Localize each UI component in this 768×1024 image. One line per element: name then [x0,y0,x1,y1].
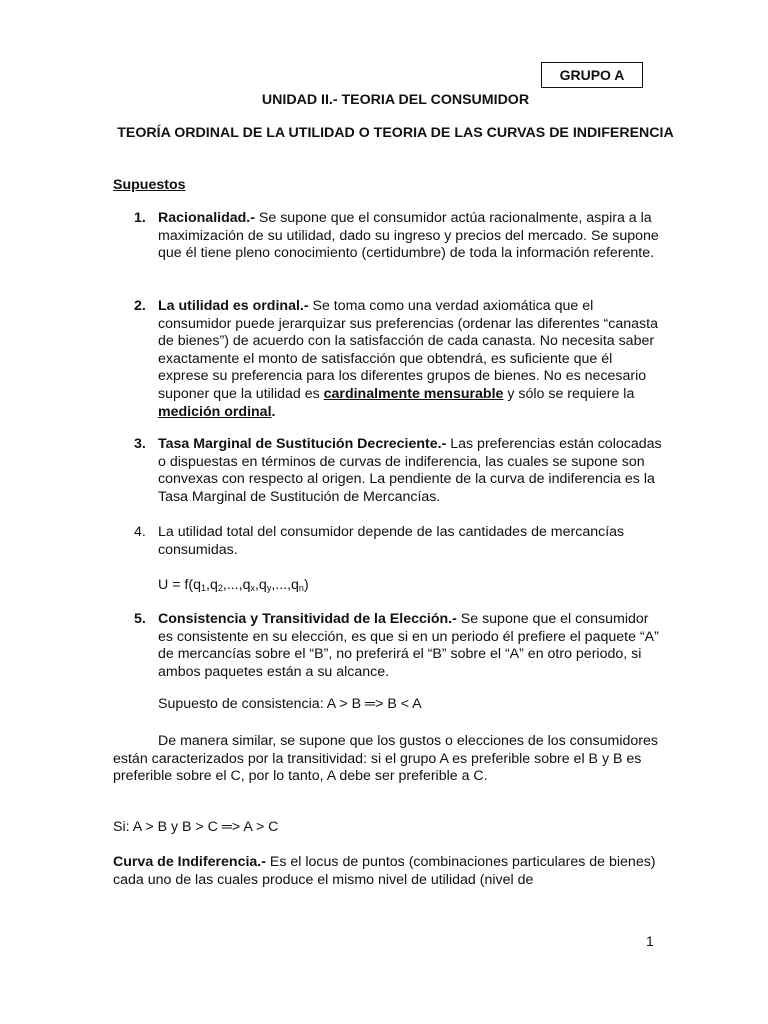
theory-title: TEORÍA ORDINAL DE LA UTILIDAD O TEORIA DE LAS CURVAS DE INDIFERENCIA [117,125,674,141]
section-title: Supuestos [113,177,186,193]
indifference-heading: Curva de Indiferencia.- [113,854,266,870]
item-body: Se supone que el consumidor es consistente en su elección, es que si en un periodo él prefiere el paquete “A” de mercancías sobre el “B”, no preferirá el “B” sobre el “A” en otro periodo, si ambos paquetes están a su alcance. [158,611,659,680]
item-body: Se toma como una verdad axiomática que el consumidor puede jerarquizar sus preferencias (ordenar las diferentes “canasta de bienes”) de acuerdo con la satisfacción de cada canasta. No necesita saber exactamente el monto de satisfacción que obtendrá, es suficiente que él exprese su preferencia para los diferentes grupos de bienes. No es necesario suponer que la utilidad es [158,298,658,402]
item-body: Las preferencias están colocadas o dispuestas en términos de curvas de indiferencia, las cuales se supone son convexas con respecto al origen. La pendiente de la curva de indiferencia es la Tasa Marginal de Sustitución de Mercancías. [158,436,662,505]
item-text: La utilidad total del consumidor depende de las cantidades de mercancías consumidas. [158,524,625,558]
item-body: Se supone que el consumidor actúa racionalmente, aspira a la maximización de su utilidad, dado su ingreso y precios del mercado. Se supone que él tiene pleno conocimiento (certidumbre) de toda la información referente. [158,210,659,262]
item-text [158,436,663,506]
unit-title: UNIDAD II.- TEORIA DEL CONSUMIDOR [261,92,530,108]
item-body-2: y sólo se requiere la [503,385,635,402]
item-number: 4. [134,524,146,540]
item-number: 5. [134,611,146,627]
emphasis-cardinal: cardinalmente mensurable [323,385,504,402]
item-heading: Racionalidad.- [158,210,255,226]
page-number: 1 [646,933,654,949]
item-number: 1. [134,210,146,226]
item-heading: Tasa Marginal de Sustitución Decreciente.- [158,436,447,452]
indifference-body: Es el locus de puntos (combinaciones particulares de bienes) cada uno de las cuales produce el mismo nivel de utilidad (nivel de [113,854,656,888]
transitivity-formula: Si: A > B y B > C ═> A > C [113,819,279,835]
transitivity-paragraph: De manera similar, se supone que los gustos o elecciones de los consumidores están caracterizados por la transitividad: si el grupo A es preferible sobre el B y B es preferible sobre el C, por lo tanto, A debe ser preferible a C. [113,733,658,785]
item-end: . [271,403,276,420]
item-heading: Consistencia y Transitividad de la Elección.- [158,611,457,627]
item-number: 2. [134,298,146,314]
consistency-formula: Supuesto de consistencia: A > B ═> B < A [158,696,422,712]
item-text [158,298,663,421]
item-heading: La utilidad es ordinal.- [158,298,309,314]
indifference-paragraph [113,854,658,889]
item-text [158,210,663,263]
item-number: 3. [134,436,146,452]
item-text [158,611,663,681]
utility-formula: $U = f(q_1,q_2,...,q_x,q_y,...,q_n)$ [158,577,309,593]
emphasis-ordinal: medición ordinal [158,403,272,420]
group-label-box: GRUPO A [541,62,643,88]
